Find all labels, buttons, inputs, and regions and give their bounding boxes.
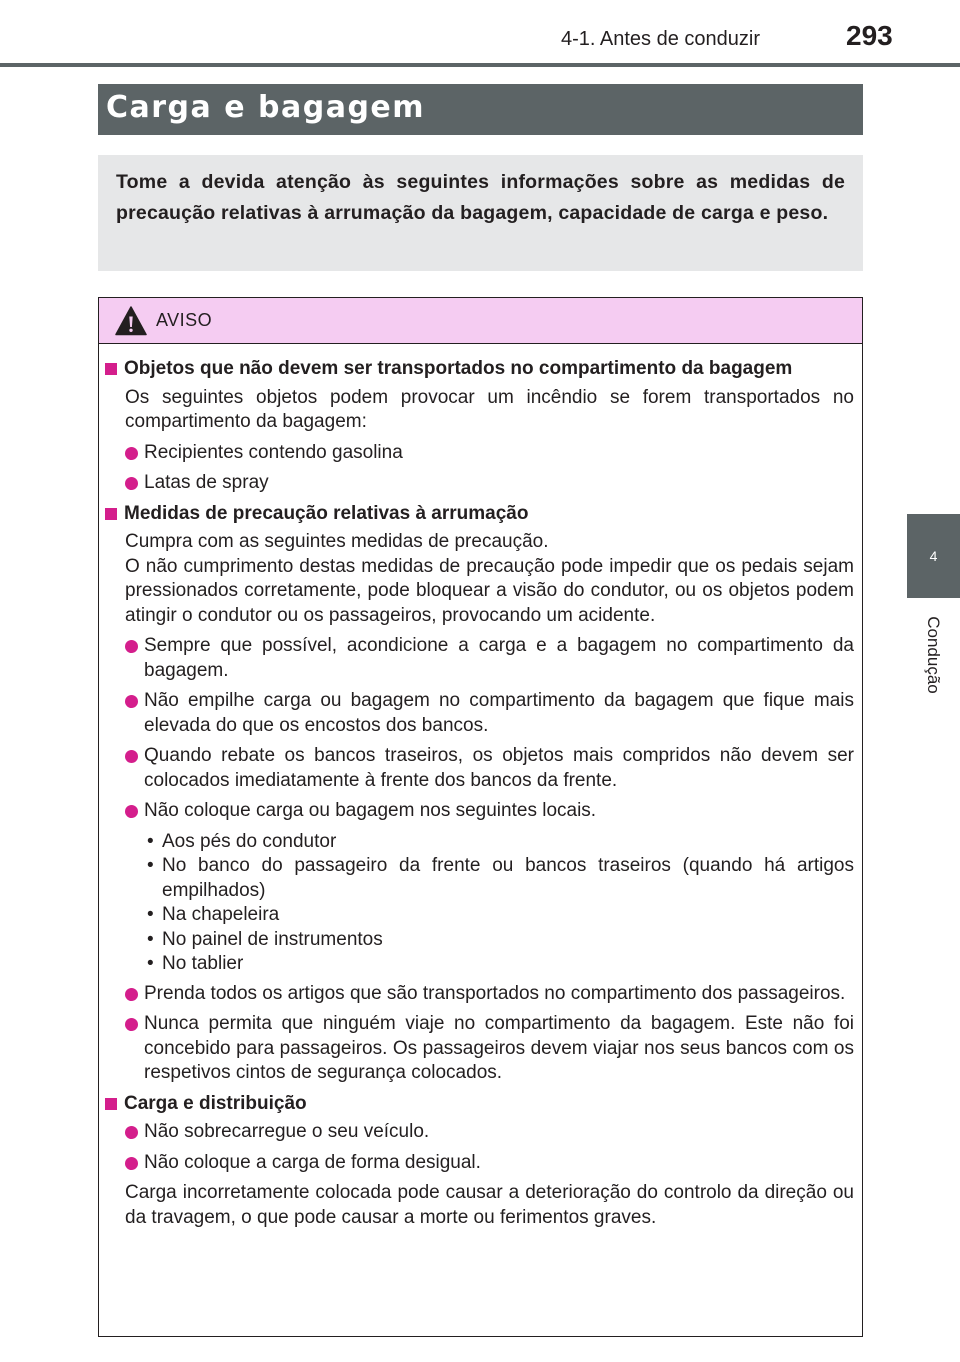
header-rule (0, 63, 960, 67)
sub-list-item: • Na chapeleira (105, 903, 854, 928)
intro-text: Tome a devida atenção às seguintes informações sobre as medidas de precaução relativas à arrumação da bagagem, capacidade de carga e peso. (116, 171, 845, 224)
section-title: 4-1. Antes de conduzir (560, 28, 760, 50)
list-item: Não coloque carga ou bagagem nos seguintes locais. (105, 799, 854, 824)
paragraph (105, 530, 854, 628)
paragraph-line: O não cumprimento destas medidas de precaução pode impedir que os pedais sejam pressionados corretamente, pode bloquear a visão do condutor, ou os objetos podem atingir o condutor ou os passageiros, provocando um acidente. (125, 555, 854, 626)
sub-list-item: • No tablier (105, 952, 854, 977)
chapter-label: Condução (924, 616, 943, 694)
page-number: 293 (846, 20, 893, 51)
sub-list-item: • No painel de instrumentos (105, 928, 854, 953)
list-item: Latas de spray (105, 471, 854, 496)
section-heading: Objetos que não devem ser transportados no compartimento da bagagem (105, 357, 854, 382)
location-list (105, 830, 854, 977)
page-title: Carga e bagagem (106, 90, 426, 125)
warning-label: AVISO (156, 310, 213, 330)
list-item: Não sobrecarregue o seu veículo. (105, 1120, 854, 1145)
chapter-number: 4 (929, 548, 938, 564)
paragraph: Carga incorretamente colocada pode causar a deterioração do controlo da direção ou da travagem, o que pode causar a morte ou ferimentos graves. (125, 1182, 854, 1228)
list-item: Recipientes contendo gasolina (105, 441, 854, 466)
warning-body (99, 344, 862, 1230)
list-item: Prenda todos os artigos que são transportados no compartimento dos passageiros. (105, 982, 854, 1007)
section-heading: Medidas de precaução relativas à arrumação (105, 502, 854, 527)
list-item: Nunca permita que ninguém viaje no compartimento da bagagem. Este não foi concebido para passageiros. Os passageiros devem viajar nos seus bancos com os respetivos cintos de segurança colocados. (105, 1012, 854, 1086)
warning-triangle-icon (115, 306, 147, 336)
section-heading: Carga e distribuição (105, 1092, 854, 1117)
list-item: Quando rebate os bancos traseiros, os objetos mais compridos não devem ser colocados imediatamente à frente dos bancos da frente. (105, 744, 854, 793)
sub-list-item: • No banco do passageiro da frente ou bancos traseiros (quando há artigos empilhados) (105, 854, 854, 903)
list-item: Não coloque a carga de forma desigual. (105, 1151, 854, 1176)
list-item: Não empilhe carga ou bagagem no compartimento da bagagem que fique mais elevada do que os encostos dos bancos. (105, 689, 854, 738)
list-item: Sempre que possível, acondicione a carga e a bagagem no compartimento da bagagem. (105, 634, 854, 683)
title-bar (98, 84, 863, 135)
warning-header (99, 298, 862, 344)
warning-box (98, 297, 863, 1337)
sub-list-item: • Aos pés do condutor (105, 830, 854, 855)
intro-box (98, 155, 863, 271)
paragraph: Os seguintes objetos podem provocar um incêndio se forem transportados no compartimento da bagagem: (125, 386, 854, 432)
paragraph-line: Cumpra com as seguintes medidas de precaução. (125, 531, 549, 552)
chapter-tab[interactable] (907, 514, 960, 598)
